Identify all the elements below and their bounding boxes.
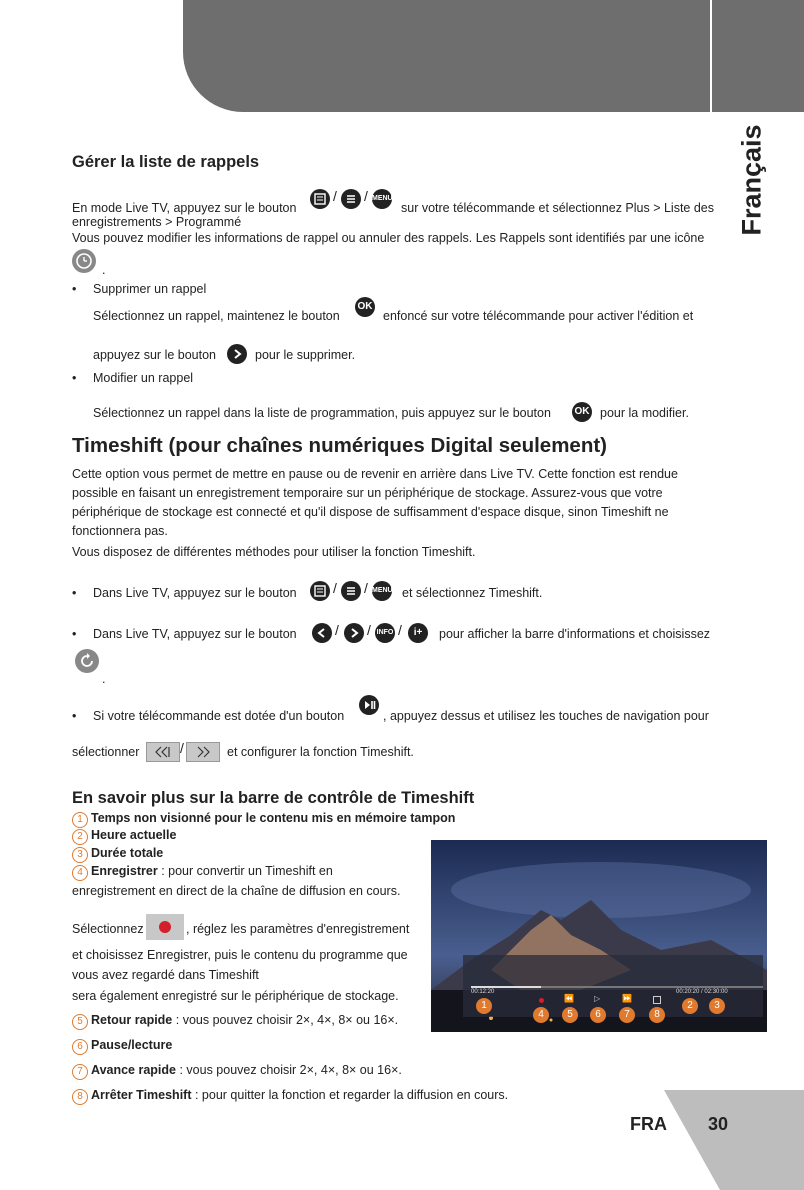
text: Sélectionnez un rappel dans la liste de programmation, puis appuyez sur le bouton <box>93 406 551 420</box>
reminder-clock-icon <box>72 249 96 273</box>
period: . <box>102 263 106 277</box>
current-time-label: 00:12:20 <box>471 989 495 995</box>
slash: / <box>364 580 368 596</box>
list-button-icon <box>310 581 330 601</box>
callout-badge: 1 <box>476 998 492 1014</box>
item-7 <box>72 1062 402 1080</box>
item-number: 4 <box>72 865 88 881</box>
item-label: Pause/lecture <box>91 1038 173 1052</box>
language-tab <box>724 120 780 240</box>
period: . <box>102 672 106 686</box>
text: Sélectionnez un rappel, maintenez le bouton <box>93 309 340 323</box>
text: , réglez les paramètres d'enregistrement <box>186 922 410 936</box>
timeshift-icon <box>75 649 99 673</box>
text: enregistrements > Programmé <box>72 215 242 229</box>
text: Sélectionnez <box>72 922 144 936</box>
menu-lines-icon <box>341 581 361 601</box>
text: Dans Live TV, appuyez sur le bouton <box>93 586 297 600</box>
slash: / <box>398 622 402 638</box>
bullet: • <box>72 282 77 296</box>
text: et sélectionnez Timeshift. <box>402 586 543 600</box>
text: Vous pouvez modifier les informations de rappel ou annuler des rappels. Les Rappels sont identifiés par une icône <box>72 231 705 245</box>
text: Si votre télécommande est dotée d'un bouton <box>93 709 345 723</box>
progress-fill <box>471 986 541 988</box>
item-label: Avance rapide <box>91 1063 176 1077</box>
item-desc: : pour convertir un Timeshift en <box>161 864 333 878</box>
item-number: 8 <box>72 1089 88 1105</box>
text: Cette option vous permet de mettre en pause ou de revenir en arrière dans Live TV. Cette fonction est rendue <box>72 467 678 481</box>
header-divider <box>710 0 712 112</box>
right-arrow-icon <box>227 344 247 364</box>
stop-icon <box>653 996 661 1004</box>
footer-band <box>664 1090 804 1190</box>
callout-badge: 3 <box>709 998 725 1014</box>
text: appuyez sur le bouton <box>93 348 217 362</box>
menu-lines-icon <box>341 189 361 209</box>
item-desc: : vous pouvez choisir 2×, 4×, 8× ou 16×. <box>179 1063 402 1077</box>
callout-badge: 2 <box>682 998 698 1014</box>
play-icon: ▷ <box>594 994 601 1003</box>
callout-badge: 6 <box>590 1007 606 1023</box>
text: enregistrement en direct de la chaîne de diffusion en cours. <box>72 884 401 898</box>
left-arrow-icon <box>312 623 332 643</box>
text: En mode Live TV, appuyez sur le bouton <box>72 201 297 215</box>
ok-button-icon: OK <box>572 402 592 422</box>
rewind-key-icon <box>146 742 180 762</box>
bullet: • <box>72 709 77 723</box>
item-number: 2 <box>72 829 88 845</box>
text: sera également enregistré sur le périphérique de stockage. <box>72 989 399 1003</box>
item-desc: : vous pouvez choisir 2×, 4×, 8× ou 16×. <box>175 1013 399 1027</box>
menu-button-icon: MENU <box>372 581 392 601</box>
section-title-reminders: Gérer la liste de rappels <box>72 153 260 171</box>
info-button-icon: INFO <box>375 623 395 643</box>
text: périphérique de stockage est connecté et qu'il dispose de suffisamment d'espace disque, sinon Timeshift ne <box>72 505 669 519</box>
item-1 <box>72 810 455 828</box>
iplus-button-icon: i+ <box>408 623 428 643</box>
text: Vous disposez de différentes méthodes pour utiliser la fonction Timeshift. <box>72 545 476 559</box>
text: , appuyez dessus et utilisez les touches de navigation pour <box>383 709 709 723</box>
item-label: Enregistrer <box>91 864 158 878</box>
text: pour afficher la barre d'informations et choisissez <box>439 627 711 641</box>
slash: / <box>180 740 184 756</box>
bullet-edit-reminder: Modifier un rappel <box>93 371 194 385</box>
bullet: • <box>72 371 77 385</box>
item-desc: : pour quitter la fonction et regarder la diffusion en cours. <box>194 1088 509 1102</box>
list-button-icon <box>310 189 330 209</box>
text: sur votre télécommande et sélectionnez Plus > Liste des <box>401 201 715 215</box>
callout-badge: 4 <box>533 1007 549 1023</box>
fast-forward-key-icon <box>186 742 220 762</box>
item-3 <box>72 845 163 863</box>
item-number: 6 <box>72 1039 88 1055</box>
record-key-icon <box>146 914 184 940</box>
text: fonctionnera pas. <box>72 524 168 538</box>
footer-lang: FRA <box>630 1114 667 1134</box>
item-5 <box>72 1012 398 1030</box>
text: et configurer la fonction Timeshift. <box>227 745 414 759</box>
record-icon <box>539 998 544 1003</box>
item-number: 3 <box>72 847 88 863</box>
text: pour la modifier. <box>600 406 689 420</box>
bullet: • <box>72 586 77 600</box>
callout-badge: 5 <box>562 1007 578 1023</box>
language-label: Français <box>736 124 767 236</box>
timeshift-screenshot <box>431 840 767 1032</box>
slash: / <box>333 188 337 204</box>
fast-forward-icon: ⏩ <box>622 994 632 1003</box>
callout-badge: 8 <box>649 1007 665 1023</box>
page-number: 30 <box>708 1114 729 1134</box>
bullet: • <box>72 627 77 641</box>
item-number: 1 <box>72 812 88 828</box>
section-title-timeshift: Timeshift (pour chaînes numériques Digital seulement) <box>72 434 608 457</box>
text: possible en faisant un enregistrement temporaire sur un périphérique de stockage. Assurez-vous que votre <box>72 486 663 500</box>
item-number: 7 <box>72 1064 88 1080</box>
rewind-icon: ⏪ <box>564 994 574 1003</box>
slash: / <box>335 622 339 638</box>
text: Dans Live TV, appuyez sur le bouton <box>93 627 297 641</box>
slash: / <box>333 580 337 596</box>
callout-badge: 7 <box>619 1007 635 1023</box>
item-label: Temps non visionné pour le contenu mis en mémoire tampon <box>91 811 456 825</box>
section-title-controlbar: En savoir plus sur la barre de contrôle de Timeshift <box>72 789 475 807</box>
item-4 <box>72 863 333 881</box>
total-time-label: 00:20:20 / 02:30:00 <box>676 989 728 995</box>
text: pour le supprimer. <box>255 348 356 362</box>
ok-button-icon: OK <box>355 297 375 317</box>
item-6 <box>72 1037 172 1055</box>
item-label: Heure actuelle <box>91 828 177 842</box>
text: et choisissez Enregistrer, puis le contenu du programme que <box>72 948 408 962</box>
right-arrow-icon <box>344 623 364 643</box>
menu-button-icon: MENU <box>372 189 392 209</box>
text: vous avez regardé dans Timeshift <box>72 968 259 982</box>
bullet-delete-reminder: Supprimer un rappel <box>93 282 207 296</box>
item-2 <box>72 827 176 845</box>
slash: / <box>364 188 368 204</box>
text: sélectionner <box>72 745 140 759</box>
item-label: Durée totale <box>91 846 164 860</box>
item-label: Retour rapide <box>91 1013 173 1027</box>
item-label: Arrêter Timeshift <box>91 1088 192 1102</box>
item-number: 5 <box>72 1014 88 1030</box>
play-pause-button-icon <box>359 695 379 715</box>
slash: / <box>367 622 371 638</box>
item-8 <box>72 1087 508 1105</box>
text: enfoncé sur votre télécommande pour activer l'édition et <box>383 309 694 323</box>
